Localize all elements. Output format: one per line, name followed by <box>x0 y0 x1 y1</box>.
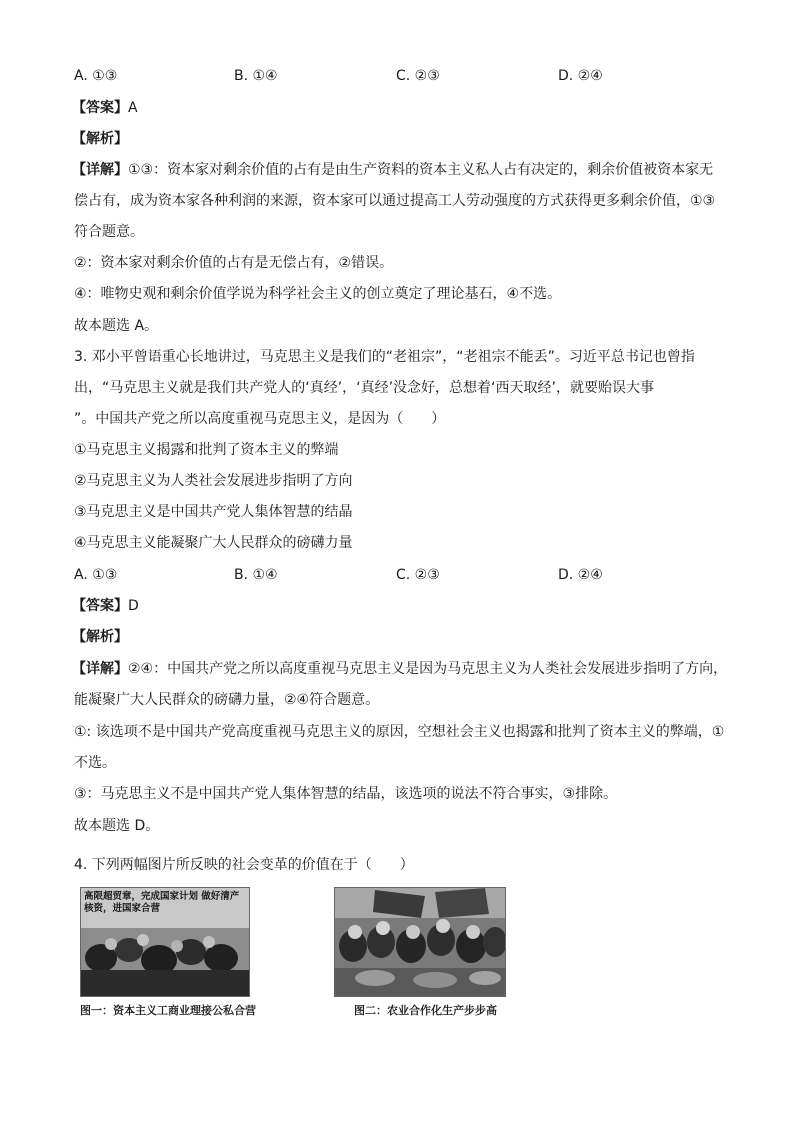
q2-detail-line-1 <box>72 160 713 180</box>
q2-analysis-heading: 【解析】 <box>72 131 128 147</box>
q3-detail-tag: 【详解】 <box>72 661 128 677</box>
q3-detail-line-5: ③：马克思主义不是中国共产党人集体智慧的结晶，该选项的说法不符合事实，③排除。 <box>74 786 618 802</box>
figure-1-photo <box>80 887 250 997</box>
q2-detail-text-1: ①③：资本家对剩余价值的占有是由生产资料的资本主义私人占有决定的，剩余价值被资本家无 <box>128 162 714 178</box>
figure-2-illustration <box>335 888 505 996</box>
q2-option-a: A. ①③ <box>74 68 118 84</box>
q3-statement-3: ③马克思主义是中国共产党人集体智慧的结晶 <box>74 504 353 520</box>
q2-detail-tag: 【详解】 <box>72 162 128 178</box>
figure-1-banner: 高限超贸章，完成国家计划 做好清产核资，进国家合营 <box>84 891 240 914</box>
q3-analysis-heading: 【解析】 <box>72 629 128 645</box>
figure-2-photo <box>334 887 506 997</box>
q3-detail-line-2: 能凝聚广大人民群众的磅礴力量，②④符合题意。 <box>74 692 380 708</box>
q3-detail-text-1: ②④：中国共产党之所以高度重视马克思主义是因为马克思主义为人类社会发展进步指明了方向， <box>128 661 728 677</box>
figure-1-caption: 图一：资本主义工商业理接公私合营 <box>80 1004 256 1017</box>
q3-statement-2: ②马克思主义为人类社会发展进步指明了方向 <box>74 473 353 489</box>
q2-option-c: C. ②③ <box>396 68 440 84</box>
q3-conclusion: 故本题选 D。 <box>74 818 160 834</box>
q3-stem-line-2: 出，“马克思主义就是我们共产党人的‘真经’，‘真经’没念好，总想着‘西天取经’，就要贻误大事 <box>74 380 654 396</box>
figure-2-caption: 图二：农业合作化生产步步高 <box>354 1004 497 1017</box>
q3-statement-4: ④马克思主义能凝聚广大人民群众的磅礴力量 <box>74 535 353 551</box>
q2-conclusion: 故本题选 A。 <box>74 318 159 334</box>
q3-answer-row <box>72 596 139 616</box>
q3-detail-line-1 <box>72 659 727 679</box>
q3-answer-value: D <box>128 598 139 614</box>
q3-option-d: D. ②④ <box>558 567 603 583</box>
q3-detail-line-4: 不选。 <box>74 755 116 771</box>
q3-option-c: C. ②③ <box>396 567 440 583</box>
q3-answer-tag: 【答案】 <box>72 598 128 614</box>
q2-option-b: B. ①④ <box>234 68 278 84</box>
q3-detail-line-3: ①: 该选项不是中国共产党高度重视马克思主义的原因，空想社会主义也揭露和批判了资本主义的弊端，① <box>74 724 725 740</box>
q2-detail-line-2: 偿占有，成为资本家各种利润的来源，资本家可以通过提高工人劳动强度的方式获得更多剩余价值，①③ <box>74 193 716 209</box>
q2-detail-line-5: ④：唯物史观和剩余价值学说为科学社会主义的创立奠定了理论基石，④不选。 <box>74 286 562 302</box>
q3-stem-line-3: ”。中国共产党之所以高度重视马克思主义，是因为（ ） <box>74 411 446 427</box>
q2-detail-line-3: 符合题意。 <box>74 224 144 240</box>
q3-stem-line-1: 3. 邓小平曾语重心长地讲过，马克思主义是我们的“老祖宗”，“老祖宗不能丢”。习近平总书记也曾指 <box>74 349 695 365</box>
q2-answer-value: A <box>128 100 138 116</box>
q3-statement-1: ①马克思主义揭露和批判了资本主义的弊端 <box>74 442 339 458</box>
q2-option-d: D. ②④ <box>558 68 603 84</box>
q2-detail-line-4: ②：资本家对剩余价值的占有是无偿占有，②错误。 <box>74 255 394 271</box>
q2-answer-tag: 【答案】 <box>72 100 128 116</box>
q4-stem: 4. 下列两幅图片所反映的社会变革的价值在于（ ） <box>74 857 414 873</box>
q2-answer-row <box>72 98 138 118</box>
q3-option-a: A. ①③ <box>74 567 118 583</box>
q3-option-b: B. ①④ <box>234 567 278 583</box>
